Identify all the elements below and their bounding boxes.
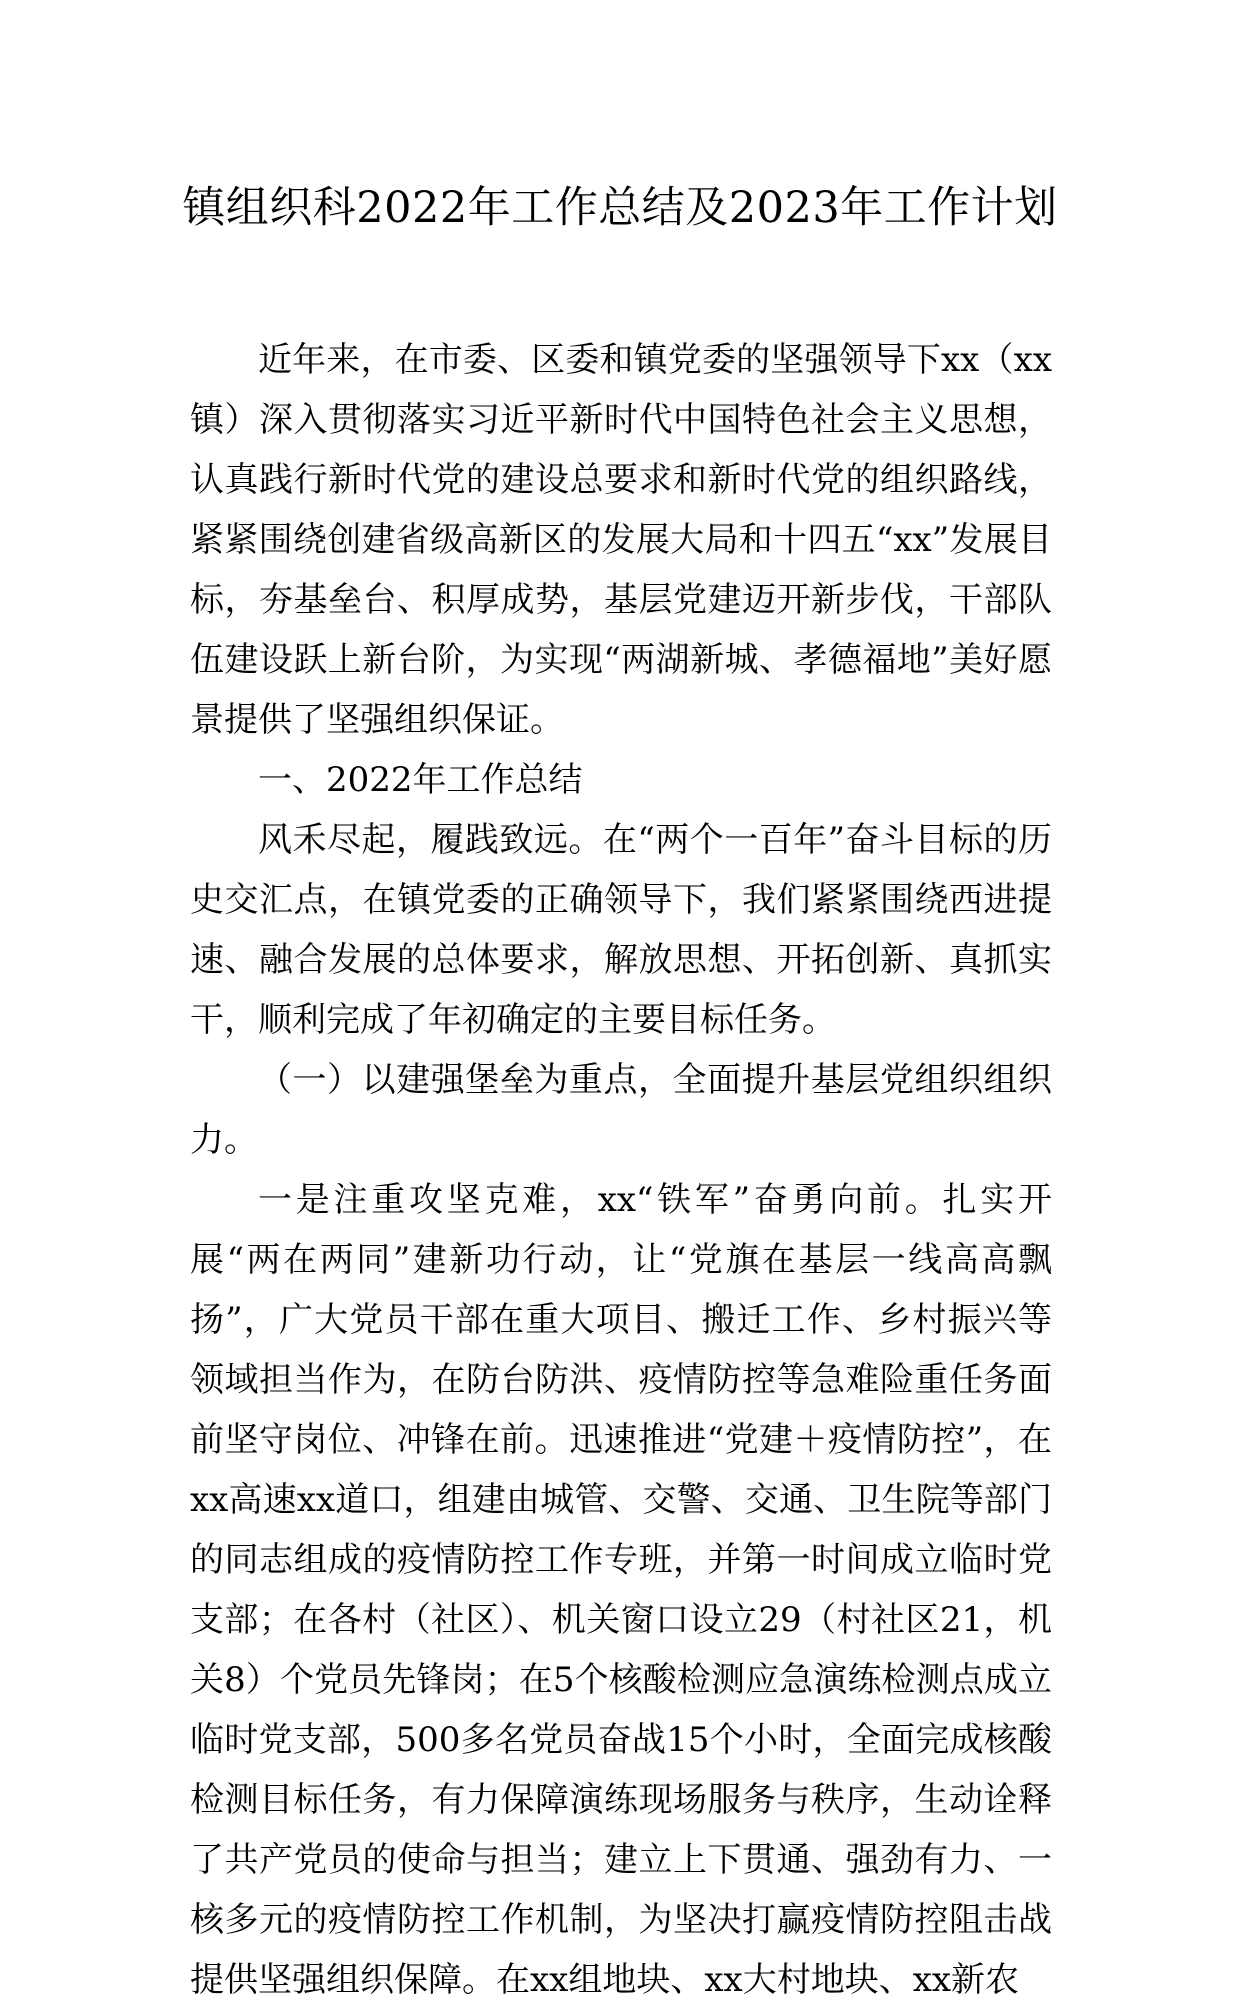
document-body (190, 330, 1052, 2010)
section-heading-2022-summary: 一、2022年工作总结 (258, 760, 583, 800)
paragraph-point-1: 一是注重攻坚克难，xx“铁军”奋勇向前。扎实开展“两在两同”建新功行动，让“党旗在基层一线高高飘扬”，广大党员干部在重大项目、搬迁工作、乡村振兴等领域担当作为，在防台防洪、疫情防控等急难险重任务面前坚守岗位、冲锋在前。迅速推进“党建＋疫情防控”，在xx高速xx道口，组建由城管、交警、交通、卫生院等部门的同志组成的疫情防控工作专班，并第一时间成立临时党支部；在各村（社区）、机关窗口设立29（村社区21，机关8）个党员先锋岗；在5个核酸检测应急演练检测点成立临时党支部，500多名党员奋战15个小时，全面完成核酸检测目标任务，有力保障演练现场服务与秩序，生动诠释了共产党员的使命与担当；建立上下贯通、强劲有力、一核多元的疫情防控工作机制，为坚决打赢疫情防控阻击战提供坚强组织保障。在xx组地块、xx大村地块、xx新农 (190, 1180, 1052, 2000)
paragraph-summary-overview: 风禾尽起，履践致远。在“两个一百年”奋斗目标的历史交汇点，在镇党委的正确领导下，我们紧紧围绕西进提速、融合发展的总体要求，解放思想、开拓创新、真抓实干，顺利完成了年初确定的主要目标任务。 (190, 820, 1052, 1040)
paragraph-intro: 近年来，在市委、区委和镇党委的坚强领导下xx（xx镇）深入贯彻落实习近平新时代中国特色社会主义思想，认真践行新时代党的建设总要求和新时代党的组织路线，紧紧围绕创建省级高新区的发展大局和十四五“xx”发展目标，夯基垒台、积厚成势，基层党建迈开新步伐，干部队伍建设跃上新台阶，为实现“两湖新城、孝德福地”美好愿景提供了坚强组织保证。 (190, 340, 1052, 740)
document-title: 镇组织科2022年工作总结及2023年工作计划 (182, 183, 1058, 233)
subsection-heading-1: （一）以建强堡垒为重点，全面提升基层党组织组织力。 (190, 1060, 1052, 1160)
